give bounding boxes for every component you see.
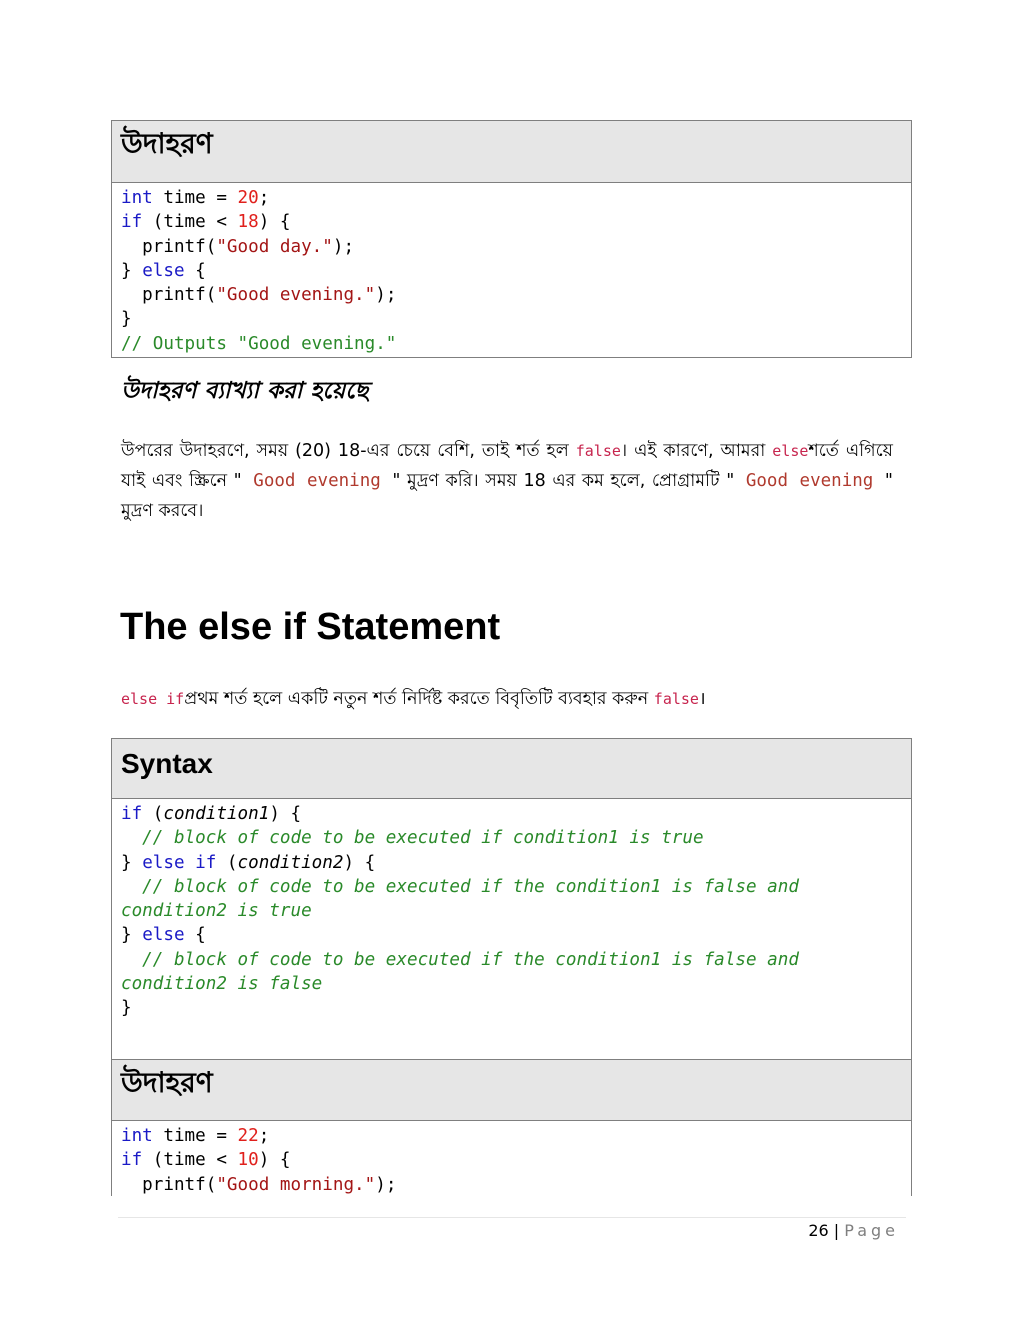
explanation-heading: উদাহরণ ব্যাখ্যা করা হয়েছে	[121, 378, 369, 404]
code-line	[121, 1148, 902, 1172]
inline-code-good-evening: Good evening	[734, 471, 885, 491]
code-line	[121, 948, 902, 972]
code-token: time =	[152, 1126, 238, 1146]
code-line	[121, 307, 902, 331]
code-token: else	[142, 925, 185, 946]
code-line	[121, 259, 902, 283]
code-token: );	[375, 285, 397, 306]
code-token: ) {	[258, 212, 291, 233]
example-heading: উদাহরণ	[112, 121, 911, 183]
code-token: else if	[142, 852, 217, 873]
code-token: // block of code to be executed if condition1 is true	[121, 828, 704, 849]
code-token: }	[121, 852, 143, 873]
page-number: 26	[808, 1221, 829, 1240]
code-token: ;	[258, 188, 270, 208]
code-line	[121, 875, 902, 899]
code-line	[121, 283, 902, 307]
code-line	[121, 1173, 902, 1197]
explanation-text: " মুদ্রণ করি। সময় 18 এর কম হলে, প্রোগ্রামটি "	[392, 471, 735, 491]
code-line	[121, 899, 902, 923]
code-token: );	[375, 1174, 397, 1195]
code-token: condition2 is false	[121, 974, 323, 995]
code-token: condition2	[237, 852, 344, 873]
example-box-1	[111, 120, 912, 358]
explanation-paragraph	[121, 436, 893, 526]
code-token: ) {	[269, 804, 302, 824]
footer-divider	[118, 1217, 906, 1218]
code-token: 22	[237, 1126, 259, 1146]
code-token: printf(	[121, 285, 217, 306]
code-token: ;	[258, 1126, 270, 1146]
section-intro	[121, 684, 901, 714]
code-token: (	[216, 852, 238, 873]
syntax-heading: Syntax	[112, 739, 911, 799]
code-token: }	[121, 260, 143, 281]
code-token: printf(	[121, 1174, 217, 1195]
page-footer	[808, 1221, 899, 1240]
code-line	[121, 996, 902, 1020]
code-token: "Good evening."	[216, 285, 376, 306]
code-line	[121, 1124, 902, 1148]
code-line	[121, 851, 902, 875]
inline-code-else-if: else if	[121, 690, 185, 708]
code-token: (	[142, 804, 164, 824]
code-token: ) {	[258, 1150, 291, 1171]
code-token: // Outputs "Good evening."	[121, 333, 397, 354]
intro-end: ।	[698, 689, 706, 709]
inline-code-false: false	[575, 442, 621, 460]
code-token: 20	[237, 188, 259, 208]
code-token: (time <	[142, 212, 238, 233]
explanation-text: । এই কারণে, আমরা	[620, 441, 766, 461]
explanation-text: উপরের উদাহরণে, সময় (20) 18-এর চেয়ে বেশি, তাই শর্ত হল	[121, 441, 569, 461]
code-token: ) {	[343, 852, 376, 873]
code-line	[121, 210, 902, 234]
footer-separator: |	[828, 1221, 845, 1240]
code-line	[121, 186, 902, 210]
code-line	[121, 235, 902, 259]
inline-code-good-evening: Good evening	[241, 471, 393, 491]
code-token: // block of code to be executed if the condition1 is false and	[121, 876, 799, 897]
code-line	[121, 332, 902, 356]
code-token: if	[121, 212, 143, 233]
code-line	[121, 826, 902, 850]
code-token: int	[121, 1126, 153, 1146]
intro-text: প্রথম শর্ত হলে একটি নতুন শর্ত নির্দিষ্ট করতে বিবৃতিটি ব্যবহার করুন	[184, 689, 649, 709]
code-token: condition1	[163, 804, 270, 824]
code-token: }	[121, 998, 132, 1019]
code-token: if	[121, 804, 143, 824]
code-token: 18	[237, 212, 259, 233]
code-token: 10	[237, 1150, 259, 1171]
code-token: "Good morning."	[216, 1174, 376, 1195]
code-token: {	[184, 260, 206, 281]
code-block	[112, 183, 911, 356]
explanation-text: " মুদ্রণ করবে।	[121, 471, 893, 521]
code-token: }	[121, 925, 143, 946]
code-block	[112, 799, 911, 1059]
explanation-text: শর্তে এগিয়ে যাই এবং স্ক্রিনে "	[121, 441, 893, 491]
code-token: );	[332, 236, 355, 257]
code-token: time =	[152, 188, 238, 208]
code-token: "Good day."	[216, 236, 333, 257]
code-token: else	[142, 260, 185, 281]
code-token: printf(	[121, 236, 217, 257]
code-block	[112, 1121, 911, 1197]
code-line	[121, 923, 902, 947]
inline-code-false: false	[653, 690, 699, 708]
section-title: The else if Statement	[120, 606, 501, 648]
code-line	[121, 972, 902, 996]
inline-code-else: else	[772, 442, 809, 460]
syntax-box	[111, 738, 912, 1196]
code-token: {	[184, 925, 206, 946]
code-token: (time <	[142, 1150, 238, 1171]
code-token: }	[121, 309, 132, 330]
example-heading: উদাহরণ	[112, 1059, 911, 1121]
code-token: if	[121, 1150, 143, 1171]
code-token: condition2 is true	[121, 901, 312, 922]
code-line	[121, 802, 902, 826]
code-token: // block of code to be executed if the condition1 is false and	[121, 949, 799, 970]
code-token: int	[121, 188, 153, 208]
page-label: Page	[844, 1221, 899, 1240]
